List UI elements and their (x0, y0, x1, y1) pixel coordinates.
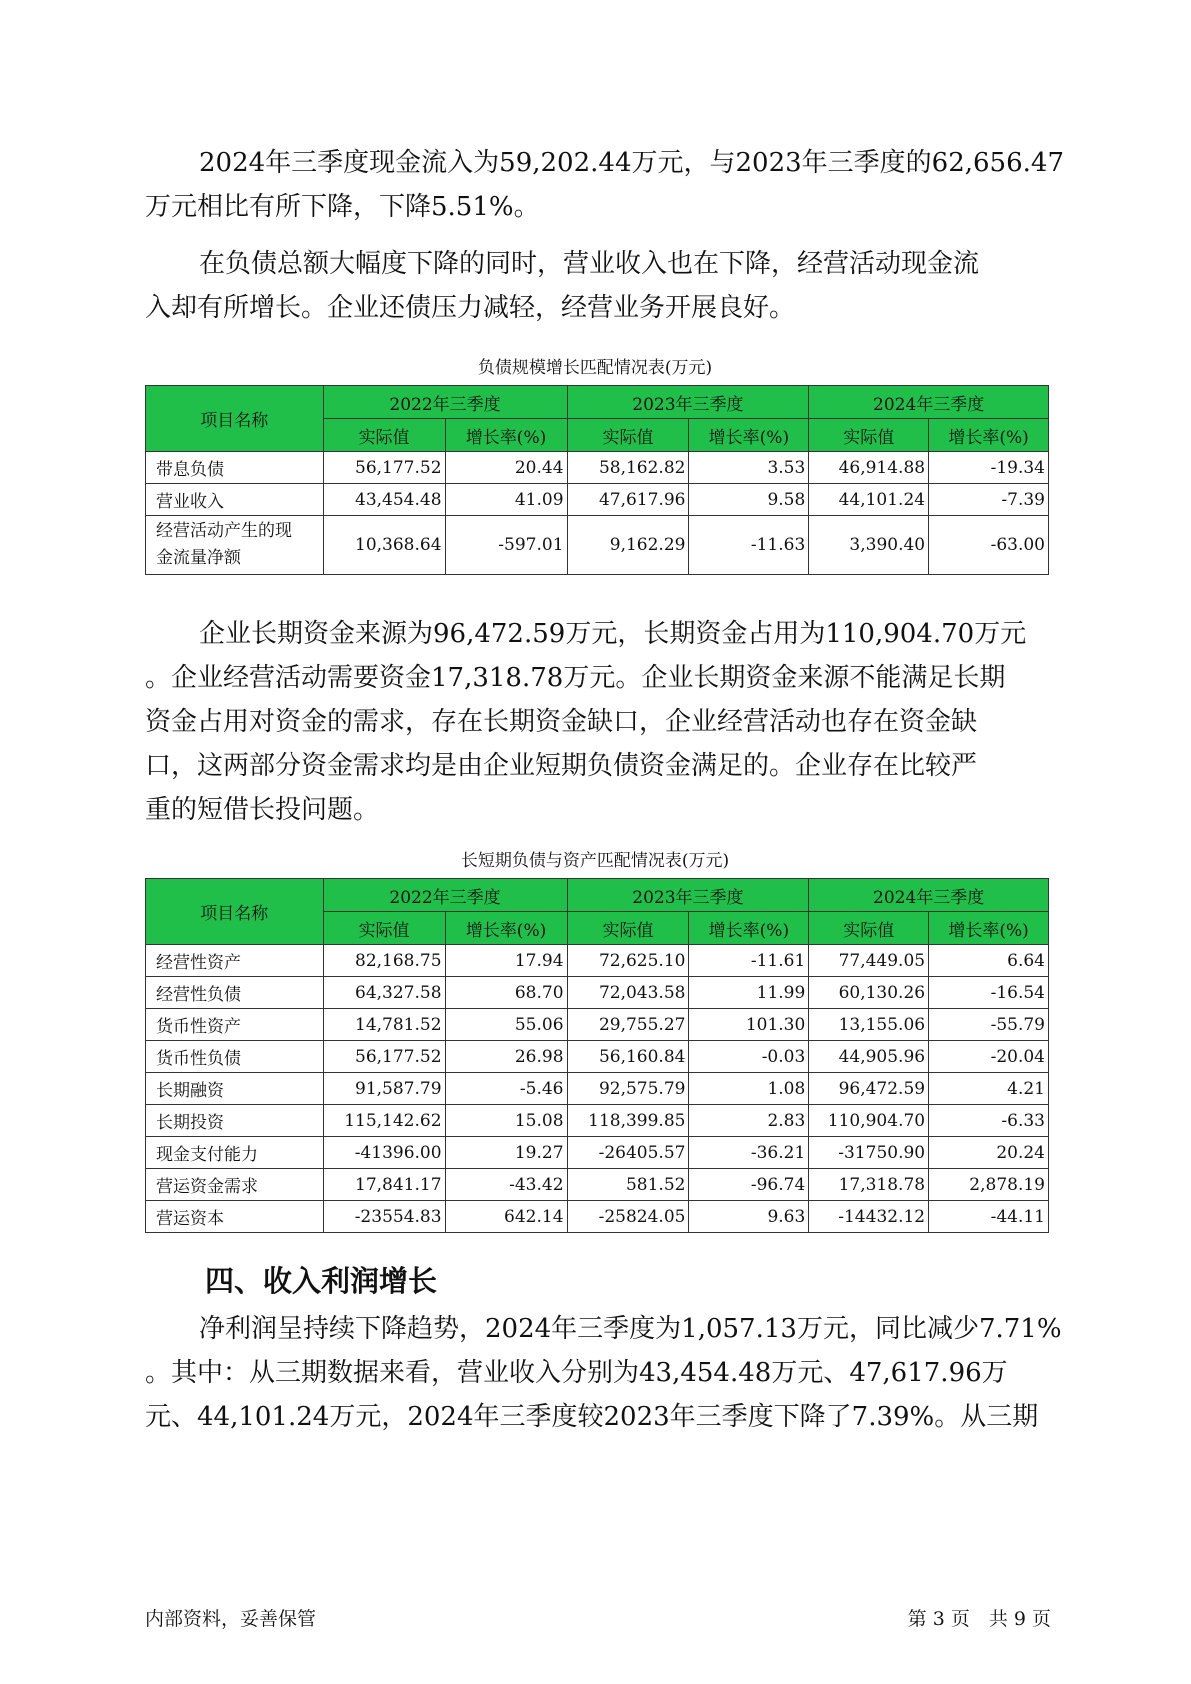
row-label: 带息负债 (146, 452, 324, 484)
row-label: 货币性负债 (146, 1041, 324, 1073)
table-row (146, 1073, 1049, 1105)
header-period: 2022年三季度 (323, 879, 567, 912)
header-actual: 实际值 (567, 419, 689, 452)
cell-value: 17,841.17 (323, 1169, 445, 1201)
header-period: 2023年三季度 (567, 879, 809, 912)
cell-value: 29,755.27 (567, 1009, 689, 1041)
cell-value: 17,318.78 (809, 1169, 929, 1201)
table-row (146, 1169, 1049, 1201)
table-row (146, 1137, 1049, 1169)
header-growth: 增长率(%) (689, 912, 809, 945)
cell-value: 72,625.10 (567, 945, 689, 977)
cell-value: 110,904.70 (809, 1105, 929, 1137)
cell-value: -23554.83 (323, 1201, 445, 1233)
row-label: 营业收入 (146, 484, 324, 516)
cell-value: -96.74 (689, 1169, 809, 1201)
text-line: 口，这两部分资金需求均是由企业短期负债资金满足的。企业存在比较严 (145, 751, 978, 781)
debt-scale-table (145, 385, 1049, 575)
row-label-line: 金流量净额 (156, 548, 241, 568)
header-growth: 增长率(%) (445, 419, 567, 452)
cell-value: 77,449.05 (809, 945, 929, 977)
header-item-name: 项目名称 (146, 879, 324, 945)
cell-value: 20.44 (445, 452, 567, 484)
cell-value: 15.08 (445, 1105, 567, 1137)
cell-value: 64,327.58 (323, 977, 445, 1009)
cell-value: -11.63 (689, 516, 809, 575)
cell-value: 91,587.79 (323, 1073, 445, 1105)
row-label: 营运资金需求 (146, 1169, 324, 1201)
cell-value: 6.64 (929, 945, 1049, 977)
cell-value: -36.21 (689, 1137, 809, 1169)
cell-value: 4.21 (929, 1073, 1049, 1105)
header-growth: 增长率(%) (445, 912, 567, 945)
paragraph-long-term-funds (145, 612, 1075, 832)
cell-value: 44,101.24 (809, 484, 929, 516)
row-label (146, 516, 324, 575)
cell-value: 44,905.96 (809, 1041, 929, 1073)
header-period: 2022年三季度 (323, 386, 567, 419)
footer-page-number: 第 3 页 共 9 页 (907, 1608, 1051, 1630)
paragraph-cash-inflow (145, 141, 1075, 229)
cell-value: 581.52 (567, 1169, 689, 1201)
cell-value: 10,368.64 (323, 516, 445, 575)
row-label: 长期投资 (146, 1105, 324, 1137)
row-label: 长期融资 (146, 1073, 324, 1105)
row-label: 经营性资产 (146, 945, 324, 977)
cell-value: 72,043.58 (567, 977, 689, 1009)
row-label-line: 经营活动产生的现 (156, 521, 292, 541)
cell-value: -26405.57 (567, 1137, 689, 1169)
header-growth: 增长率(%) (929, 912, 1049, 945)
text-line: 元、44,101.24万元，2024年三季度较2023年三季度下降了7.39%。从三期 (145, 1402, 1039, 1432)
text-line: 。其中：从三期数据来看，营业收入分别为43,454.48万元、47,617.96万 (145, 1358, 1008, 1388)
footer-confidential: 内部资料，妥善保管 (145, 1608, 317, 1630)
header-actual: 实际值 (809, 912, 929, 945)
cell-value: 58,162.82 (567, 452, 689, 484)
cell-value: 17.94 (445, 945, 567, 977)
cell-value: -16.54 (929, 977, 1049, 1009)
cell-value: -25824.05 (567, 1201, 689, 1233)
cell-value: -7.39 (929, 484, 1049, 516)
cell-value: -55.79 (929, 1009, 1049, 1041)
cell-value: 20.24 (929, 1137, 1049, 1169)
header-growth: 增长率(%) (689, 419, 809, 452)
row-label: 经营性负债 (146, 977, 324, 1009)
text-line: 万元相比有所下降，下降5.51%。 (145, 192, 540, 222)
header-period: 2023年三季度 (567, 386, 809, 419)
cell-value: 14,781.52 (323, 1009, 445, 1041)
table-row (146, 484, 1049, 516)
cell-value: 9,162.29 (567, 516, 689, 575)
cell-value: 55.06 (445, 1009, 567, 1041)
cell-value: -20.04 (929, 1041, 1049, 1073)
header-actual: 实际值 (567, 912, 689, 945)
cell-value: 9.58 (689, 484, 809, 516)
cell-value: 56,177.52 (323, 452, 445, 484)
cell-value: 13,155.06 (809, 1009, 929, 1041)
cell-value: -19.34 (929, 452, 1049, 484)
cell-value: 47,617.96 (567, 484, 689, 516)
text-line: 在负债总额大幅度下降的同时，营业收入也在下降，经营活动现金流 (199, 249, 980, 279)
header-actual: 实际值 (323, 912, 445, 945)
cell-value: -44.11 (929, 1201, 1049, 1233)
cell-value: -0.03 (689, 1041, 809, 1073)
text-line: 。企业经营活动需要资金17,318.78万元。企业长期资金来源不能满足长期 (145, 663, 1006, 693)
cell-value: 56,177.52 (323, 1041, 445, 1073)
header-period: 2024年三季度 (809, 386, 1049, 419)
cell-value: 2,878.19 (929, 1169, 1049, 1201)
header-actual: 实际值 (323, 419, 445, 452)
table-row (146, 1041, 1049, 1073)
header-item-name: 项目名称 (146, 386, 324, 452)
paragraph-profit (145, 1307, 1075, 1439)
table-row (146, 452, 1049, 484)
cell-value: 68.70 (445, 977, 567, 1009)
cell-value: 11.99 (689, 977, 809, 1009)
cell-value: 3.53 (689, 452, 809, 484)
cell-value: 46,914.88 (809, 452, 929, 484)
cell-value: 43,454.48 (323, 484, 445, 516)
text-line: 企业长期资金来源为96,472.59万元，长期资金占用为110,904.70万元 (199, 619, 1027, 649)
table-row (146, 516, 1049, 575)
cell-value: 60,130.26 (809, 977, 929, 1009)
cell-value: -41396.00 (323, 1137, 445, 1169)
text-line: 资金占用对资金的需求，存在长期资金缺口，企业经营活动也存在资金缺 (145, 707, 978, 737)
table-row (146, 945, 1049, 977)
asset-liability-table (145, 878, 1049, 1233)
cell-value: 9.63 (689, 1201, 809, 1233)
cell-value: 101.30 (689, 1009, 809, 1041)
row-label: 现金支付能力 (146, 1137, 324, 1169)
paragraph-debt-summary (145, 242, 1075, 330)
cell-value: 1.08 (689, 1073, 809, 1105)
table-row (146, 1105, 1049, 1137)
cell-value: 19.27 (445, 1137, 567, 1169)
text-line: 入却有所增长。企业还债压力减轻，经营业务开展良好。 (145, 293, 796, 323)
table-row (146, 1201, 1049, 1233)
cell-value: -14432.12 (809, 1201, 929, 1233)
cell-value: 2.83 (689, 1105, 809, 1137)
cell-value: -597.01 (445, 516, 567, 575)
header-period: 2024年三季度 (809, 879, 1049, 912)
cell-value: -11.61 (689, 945, 809, 977)
cell-value: 118,399.85 (567, 1105, 689, 1137)
header-actual: 实际值 (809, 419, 929, 452)
table2-caption: 长短期负债与资产匹配情况表(万元) (460, 851, 730, 871)
cell-value: 82,168.75 (323, 945, 445, 977)
cell-value: -31750.90 (809, 1137, 929, 1169)
cell-value: 96,472.59 (809, 1073, 929, 1105)
section-title: 四、收入利润增长 (205, 1264, 438, 1298)
cell-value: -63.00 (929, 516, 1049, 575)
cell-value: 115,142.62 (323, 1105, 445, 1137)
cell-value: 92,575.79 (567, 1073, 689, 1105)
cell-value: -6.33 (929, 1105, 1049, 1137)
text-line: 净利润呈持续下降趋势，2024年三季度为1,057.13万元，同比减少7.71% (199, 1314, 1062, 1344)
text-line: 重的短借长投问题。 (145, 795, 380, 825)
row-label: 营运资本 (146, 1201, 324, 1233)
text-line: 2024年三季度现金流入为59,202.44万元，与2023年三季度的62,656.47 (199, 148, 1064, 178)
table-row (146, 1009, 1049, 1041)
cell-value: 26.98 (445, 1041, 567, 1073)
header-growth: 增长率(%) (929, 419, 1049, 452)
cell-value: 3,390.40 (809, 516, 929, 575)
cell-value: 56,160.84 (567, 1041, 689, 1073)
table-row (146, 977, 1049, 1009)
table1-caption: 负债规模增长匹配情况表(万元) (477, 358, 713, 378)
cell-value: -5.46 (445, 1073, 567, 1105)
cell-value: 642.14 (445, 1201, 567, 1233)
cell-value: -43.42 (445, 1169, 567, 1201)
cell-value: 41.09 (445, 484, 567, 516)
row-label: 货币性资产 (146, 1009, 324, 1041)
